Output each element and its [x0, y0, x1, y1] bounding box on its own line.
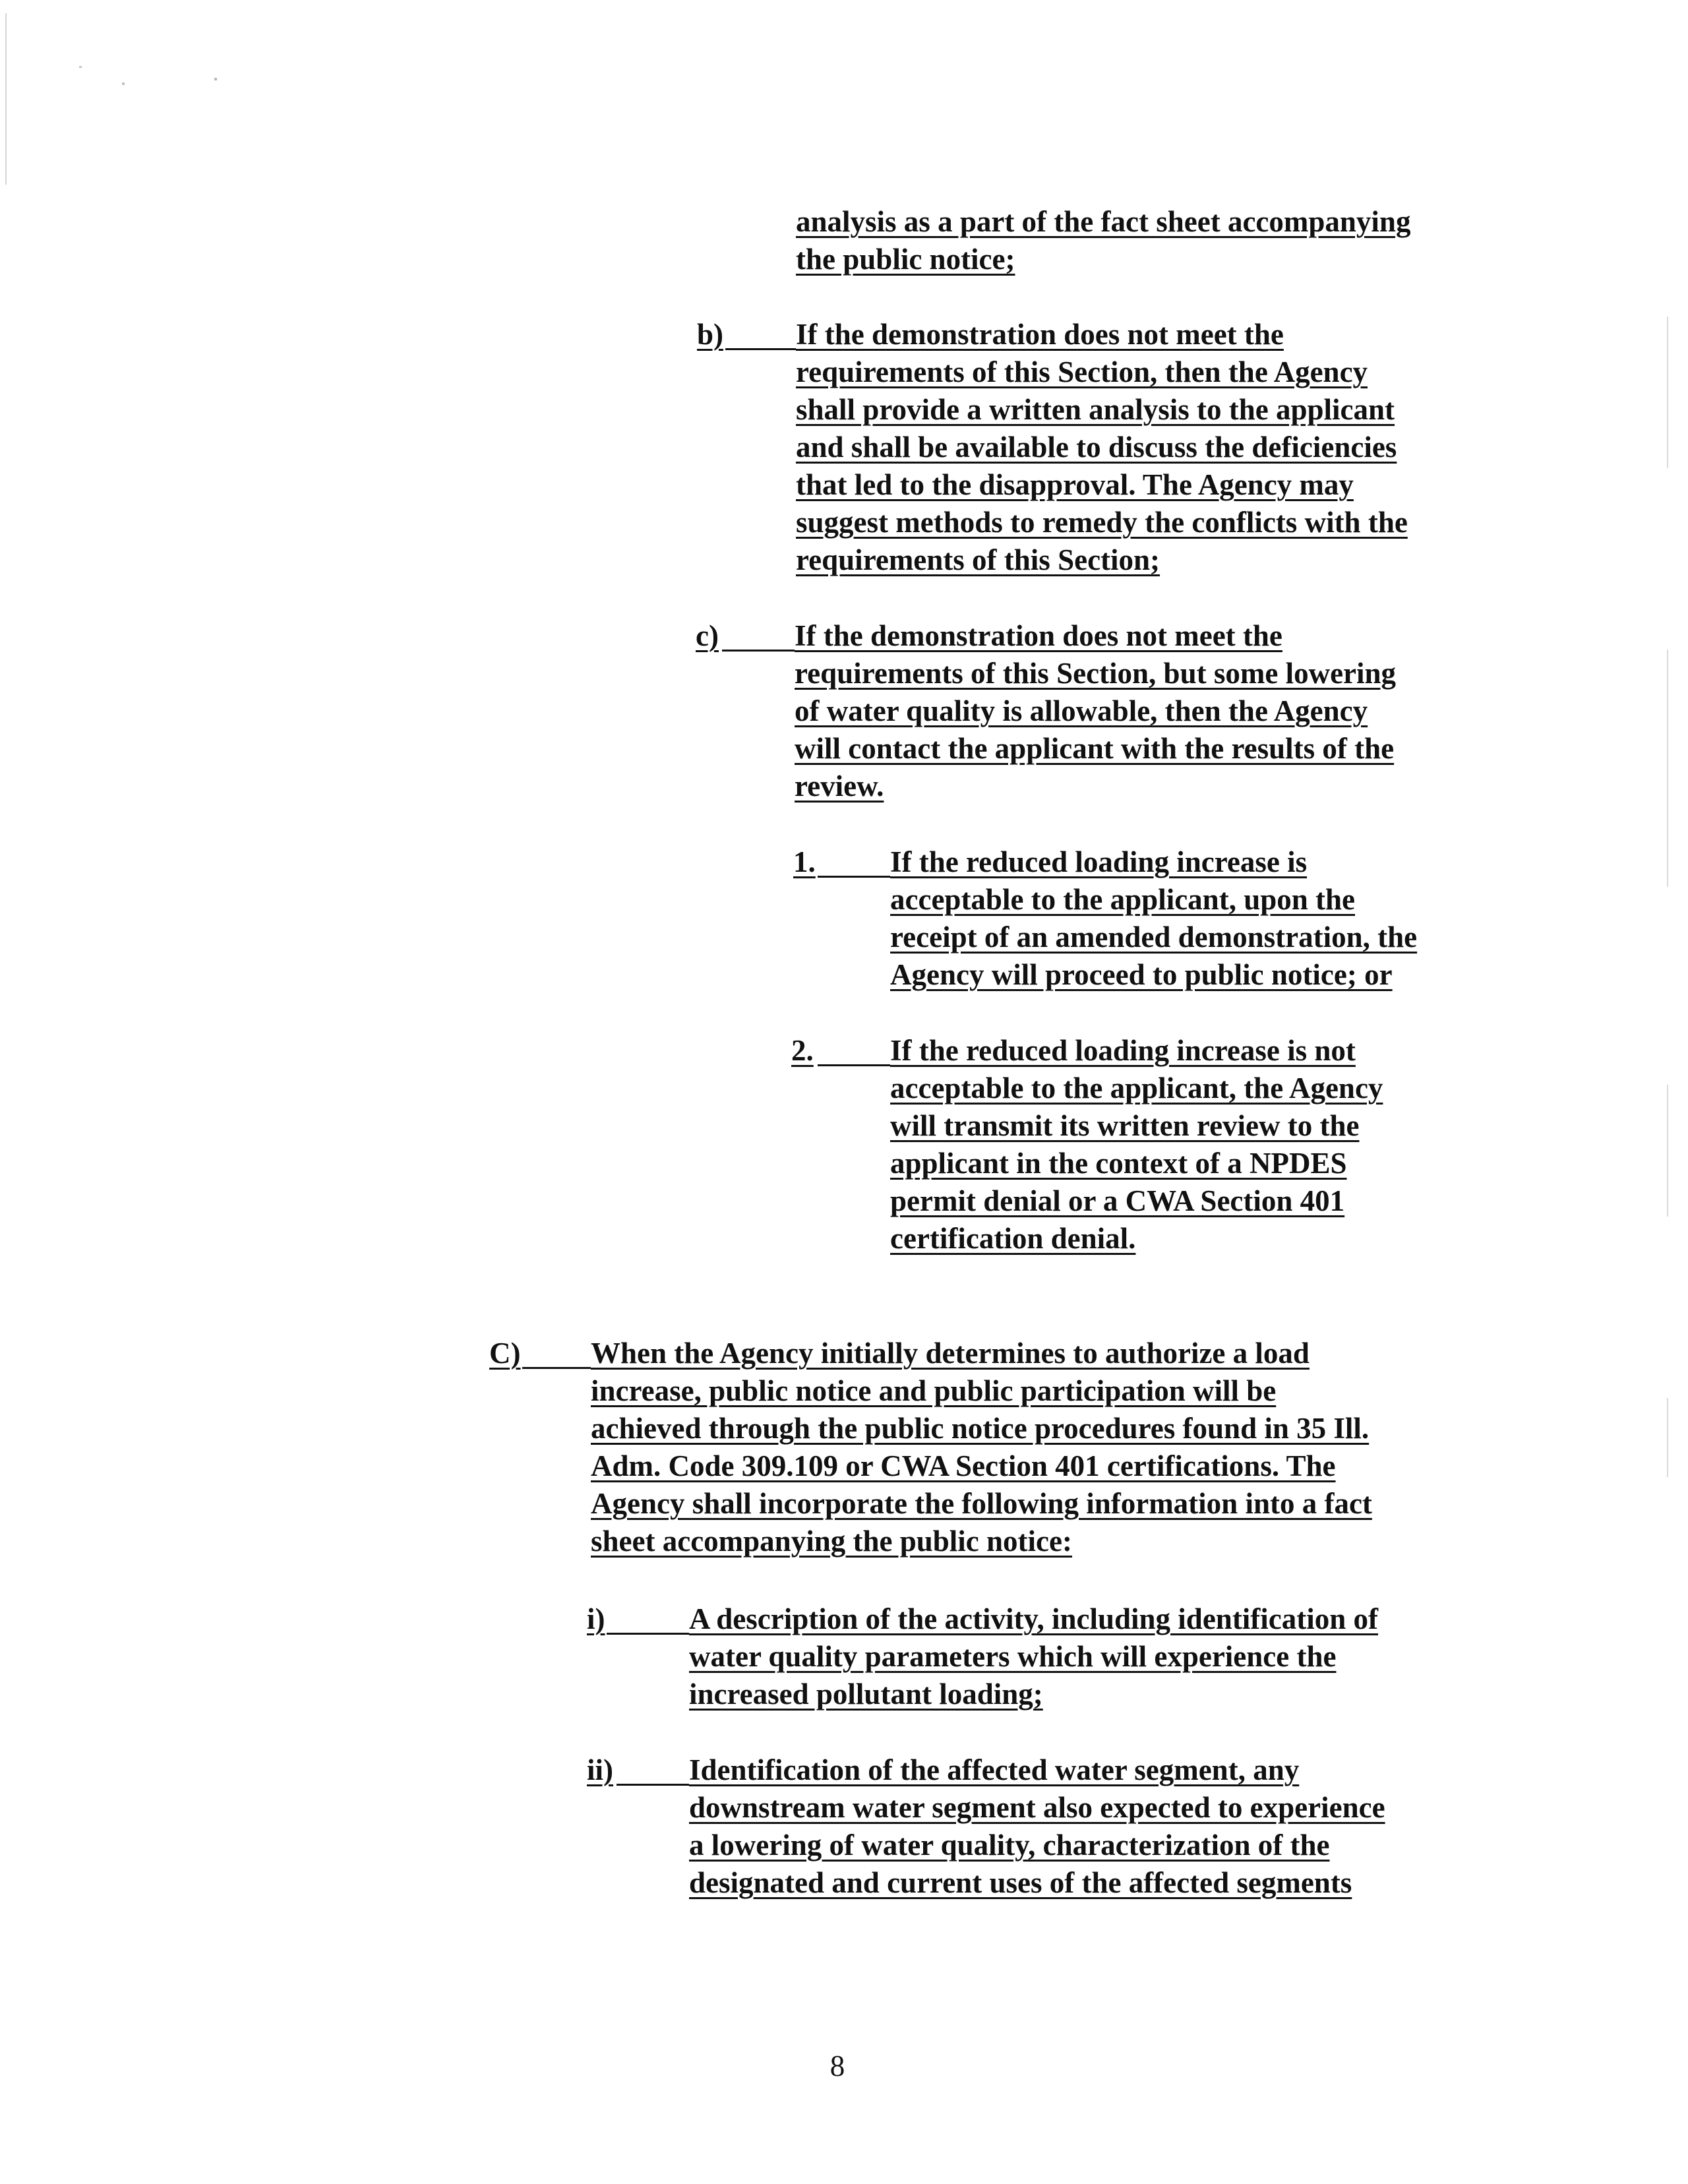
item-ii-marker [587, 1751, 613, 1789]
item-i-paragraph [689, 1600, 1378, 1713]
item-ii-line: downstream water segment also expected to experience [689, 1791, 1385, 1824]
item-i-tab-rule [607, 1633, 689, 1635]
item-b-line: requirements of this Section, then the Agency [796, 355, 1368, 388]
item-c-line: will contact the applicant with the results of the [795, 732, 1395, 765]
item-c-marker [696, 617, 719, 655]
section-c-line: increase, public notice and public participation will be [591, 1374, 1277, 1407]
section-c-label: C) [489, 1337, 521, 1370]
item-c2-marker [791, 1032, 814, 1070]
scan-artifact-right-edge [1667, 1085, 1668, 1217]
item-ii-paragraph [689, 1751, 1385, 1902]
item-c2-line: will transmit its written review to the [890, 1109, 1360, 1142]
item-c2-line: applicant in the context of a NPDES [890, 1147, 1347, 1180]
continuation-paragraph [796, 203, 1410, 278]
item-c2-tab-rule [818, 1064, 890, 1066]
item-b-line: If the demonstration does not meet the [796, 318, 1284, 351]
item-b-marker [697, 316, 723, 353]
item-c1-marker [793, 843, 816, 881]
item-c1-line: receipt of an amended demonstration, the [890, 921, 1418, 954]
item-c1-line: acceptable to the applicant, upon the [890, 883, 1356, 916]
item-i-line: A description of the activity, including identification of [689, 1602, 1379, 1635]
item-c-line: If the demonstration does not meet the [795, 619, 1282, 652]
section-c-line: achieved through the public notice procedures found in 35 Ill. [591, 1412, 1370, 1445]
item-c1-line: If the reduced loading increase is [890, 845, 1308, 878]
item-c2-label: 2. [791, 1034, 814, 1067]
item-b-paragraph [796, 316, 1408, 579]
item-b-tab-rule [725, 348, 796, 350]
scan-artifact-left-edge [5, 13, 7, 185]
continuation-line: analysis as a part of the fact sheet accompanying [796, 205, 1411, 238]
item-c1-line: Agency will proceed to public notice; or [890, 958, 1393, 991]
section-c-line: When the Agency initially determines to authorize a load [591, 1337, 1310, 1370]
item-c1-tab-rule [818, 876, 890, 878]
item-ii-line: designated and current uses of the affected segments [689, 1866, 1352, 1899]
continuation-line: the public notice; [796, 243, 1015, 276]
scan-artifact-speck [122, 82, 125, 85]
item-c-tab-rule [722, 650, 795, 652]
item-c2-paragraph [890, 1032, 1383, 1258]
section-c-paragraph [591, 1335, 1372, 1560]
item-ii-tab-rule [617, 1784, 689, 1786]
item-ii-line: a lowering of water quality, characterization of the [689, 1829, 1330, 1862]
item-c1-paragraph [890, 843, 1417, 994]
item-c-label: c) [696, 619, 719, 652]
section-c-line: sheet accompanying the public notice: [591, 1525, 1072, 1558]
section-c-marker [489, 1335, 520, 1372]
item-ii-label: ii) [587, 1753, 613, 1786]
item-i-marker [587, 1600, 605, 1638]
section-c-tab-rule [522, 1367, 591, 1369]
item-c1-label: 1. [793, 845, 816, 878]
item-ii-line: Identification of the affected water segment, any [689, 1753, 1300, 1786]
item-i-label: i) [587, 1602, 605, 1635]
item-b-line: suggest methods to remedy the conflicts with the [796, 506, 1408, 539]
item-b-line: that led to the disapproval. The Agency may [796, 468, 1354, 501]
item-c-line: review. [795, 770, 884, 803]
item-c-line: requirements of this Section, but some lowering [795, 657, 1397, 690]
item-i-line: water quality parameters which will experience the [689, 1640, 1337, 1673]
scan-artifact-right-edge [1667, 317, 1668, 468]
scan-artifact-speck [79, 66, 82, 68]
scan-artifact-right-edge [1667, 1398, 1668, 1477]
scan-artifact-right-edge [1667, 650, 1668, 887]
item-c2-line: permit denial or a CWA Section 401 [890, 1184, 1345, 1217]
item-b-label: b) [697, 318, 724, 351]
item-b-line: and shall be available to discuss the deficiencies [796, 431, 1397, 464]
item-c2-line: If the reduced loading increase is not [890, 1034, 1356, 1067]
item-i-line: increased pollutant loading; [689, 1678, 1043, 1711]
item-c2-line: acceptable to the applicant, the Agency [890, 1072, 1383, 1105]
section-c-line: Adm. Code 309.109 or CWA Section 401 certifications. The [591, 1449, 1336, 1482]
scan-artifact-speck [214, 78, 217, 80]
item-c-paragraph [795, 617, 1396, 805]
item-b-line: requirements of this Section; [796, 543, 1160, 576]
page-number: 8 [829, 2049, 845, 2082]
item-c2-line: certification denial. [890, 1222, 1136, 1255]
section-c-line: Agency shall incorporate the following information into a fact [591, 1487, 1372, 1520]
item-c-line: of water quality is allowable, then the Agency [795, 694, 1368, 727]
item-b-line: shall provide a written analysis to the applicant [796, 393, 1395, 426]
